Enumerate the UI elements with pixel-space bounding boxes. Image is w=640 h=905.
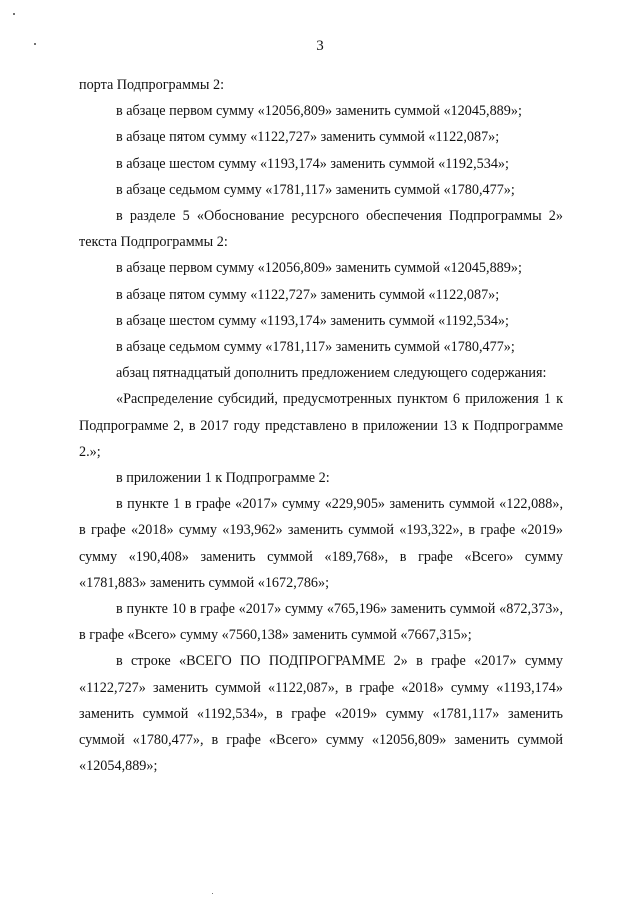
paragraph-amendment: в пункте 1 в графе «2017» сумму «229,905» заменить суммой «122,088», в графе «2018» сумму «193,962» заменить суммой «193,322», в графе «2019» сумму «190,408» заменить суммой «189,768», в графе «Всего» сумму «1781,883» заменить суммой «1672,786»; bbox=[79, 496, 563, 591]
paragraph-amendment: в абзаце шестом сумму «1193,174» заменить суммой «1192,534»; bbox=[116, 312, 509, 329]
paragraph-amendment: в пункте 10 в графе «2017» сумму «765,196» заменить суммой «872,373», в графе «Всего» сумму «7560,138» заменить суммой «7667,315»; bbox=[79, 601, 563, 644]
paragraph-amendment: в абзаце седьмом сумму «1781,117» заменить суммой «1780,477»; bbox=[116, 181, 515, 198]
page-number: 3 bbox=[316, 38, 324, 54]
paragraph-amendment: в абзаце седьмом сумму «1781,117» заменить суммой «1780,477»; bbox=[116, 339, 515, 356]
paragraph-quote: «Распределение субсидий, предусмотренных пунктом 6 приложения 1 к Подпрограмме 2, в 2017 году представлено в приложении 13 к Подпрограмме 2.»; bbox=[79, 391, 563, 460]
scan-speck bbox=[212, 893, 213, 894]
paragraph-amendment: в абзаце пятом сумму «1122,727» заменить суммой «1122,087»; bbox=[116, 129, 500, 146]
document-body bbox=[79, 72, 563, 779]
paragraph-amendment: в абзаце первом сумму «12056,809» заменить суммой «12045,889»; bbox=[116, 103, 522, 120]
paragraph-amendment: абзац пятнадцатый дополнить предложением следующего содержания: bbox=[116, 365, 547, 382]
scan-speck bbox=[13, 13, 15, 15]
paragraph-continuation: порта Подпрограммы 2: bbox=[79, 77, 225, 93]
scan-speck bbox=[34, 43, 36, 45]
paragraph-amendment: в строке «ВСЕГО ПО ПОДПРОГРАММЕ 2» в графе «2017» сумму «1122,727» заменить суммой «1122,087», в графе «2018» сумму «1193,174» заменить суммой «1192,534», в графе «2019» сумму «1781,117» заменить суммой «1780,477», в графе «Всего» сумму «12056,809» заменить суммой «12054,889»; bbox=[79, 653, 563, 775]
paragraph-amendment: в абзаце пятом сумму «1122,727» заменить суммой «1122,087»; bbox=[116, 286, 500, 303]
paragraph-section-heading: в разделе 5 «Обоснование ресурсного обеспечения Подпрограммы 2» текста Подпрограммы 2: bbox=[79, 208, 563, 251]
paragraph-amendment: в абзаце шестом сумму «1193,174» заменить суммой «1192,534»; bbox=[116, 155, 509, 172]
paragraph-appendix-heading: в приложении 1 к Подпрограмме 2: bbox=[116, 470, 330, 487]
paragraph-amendment: в абзаце первом сумму «12056,809» заменить суммой «12045,889»; bbox=[116, 260, 522, 277]
